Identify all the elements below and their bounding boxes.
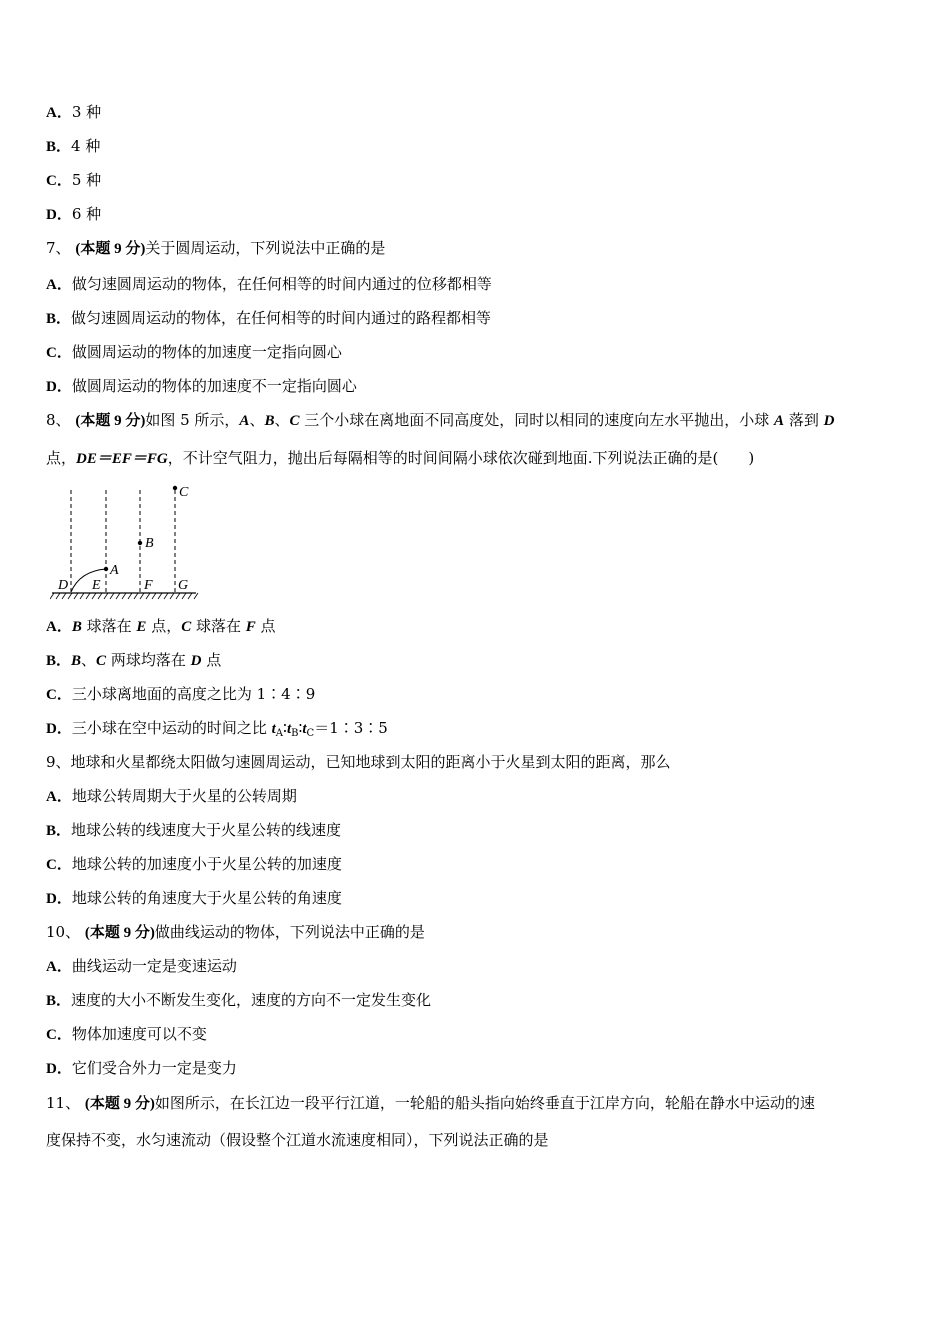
q10-stem: 10、 (本题 9 分)做曲线运动的物体，下列说法中正确的是 [46, 923, 425, 941]
q8-option-b: B．B、C 两球均落在 D 点 [46, 651, 222, 669]
q9-option-b: B．地球公转的线速度大于火星公转的线速度 [46, 821, 342, 839]
q6-option-c: C．5 种 [46, 171, 102, 189]
label-e: E [92, 578, 101, 593]
trajectory-curve [71, 569, 106, 592]
label-c: C [179, 485, 189, 500]
q8-stem-line1: 8、 (本题 9 分)如图 5 所示，A、B、C 三个小球在离地面不同高度处，同时以相同的速度向左水平抛出，小球 A 落到 D [46, 411, 835, 429]
q6-option-b: B．4 种 [46, 137, 101, 155]
ball-b-dot [138, 541, 142, 545]
q9-option-d: D．地球公转的角速度大于火星公转的角速度 [46, 889, 342, 907]
q7-option-b: B．做匀速圆周运动的物体，在任何相等的时间内通过的路程都相等 [46, 309, 492, 327]
q9-option-a: A．地球公转周期大于火星的公转周期 [46, 787, 297, 805]
ball-c-dot [173, 486, 177, 490]
ball-a-dot [104, 567, 108, 571]
label-f: F [144, 578, 153, 593]
ground-hatching [50, 593, 198, 599]
q7-option-d: D．做圆周运动的物体的加速度不一定指向圆心 [46, 377, 357, 395]
q10-option-c: C．物体加速度可以不变 [46, 1025, 207, 1043]
label-g: G [178, 578, 189, 593]
q11-stem-line2: 度保持不变，水匀速流动（假设整个江道水流速度相同），下列说法正确的是 [46, 1131, 549, 1149]
q8-option-a: A．B 球落在 E 点，C 球落在 F 点 [46, 617, 276, 635]
label-b: B [145, 536, 154, 551]
q7-stem: 7、 (本题 9 分)关于圆周运动，下列说法中正确的是 [46, 239, 386, 257]
q9-stem: 9、地球和火星都绕太阳做匀速圆周运动，已知地球到太阳的距离小于火星到太阳的距离，那么 [46, 753, 671, 771]
q8-option-c: C．三小球离地面的高度之比为 1∶4∶9 [46, 685, 316, 703]
q10-option-d: D．它们受合外力一定是变力 [46, 1059, 237, 1077]
q11-stem-line1: 11、 (本题 9 分)如图所示，在长江边一段平行江道，一轮船的船头指向始终垂直于江岸方向，轮船在静水中运动的速 [46, 1094, 815, 1112]
label-d: D [58, 578, 69, 593]
q9-option-c: C．地球公转的加速度小于火星公转的加速度 [46, 855, 342, 873]
label-a: A [110, 563, 119, 578]
q7-option-c: C．做圆周运动的物体的加速度一定指向圆心 [46, 343, 342, 361]
q6-option-d: D．6 种 [46, 205, 102, 223]
q8-stem-line2: 点，DE＝EF＝FG，不计空气阻力，抛出后每隔相等的时间间隔小球依次碰到地面.下列说法正确的是( ) [46, 449, 755, 467]
q10-option-b: B．速度的大小不断发生变化，速度的方向不一定发生变化 [46, 991, 432, 1009]
q7-option-a: A．做匀速圆周运动的物体，在任何相等的时间内通过的位移都相等 [46, 275, 492, 293]
q8-diagram [50, 482, 200, 602]
q10-option-a: A．曲线运动一定是变速运动 [46, 957, 237, 975]
q8-option-d: D．三小球在空中运动的时间之比 $t_A∶t_B∶t_C=1∶3∶5$ [46, 719, 388, 739]
q8-figure [50, 482, 200, 602]
q6-option-a: A．3 种 [46, 103, 102, 121]
